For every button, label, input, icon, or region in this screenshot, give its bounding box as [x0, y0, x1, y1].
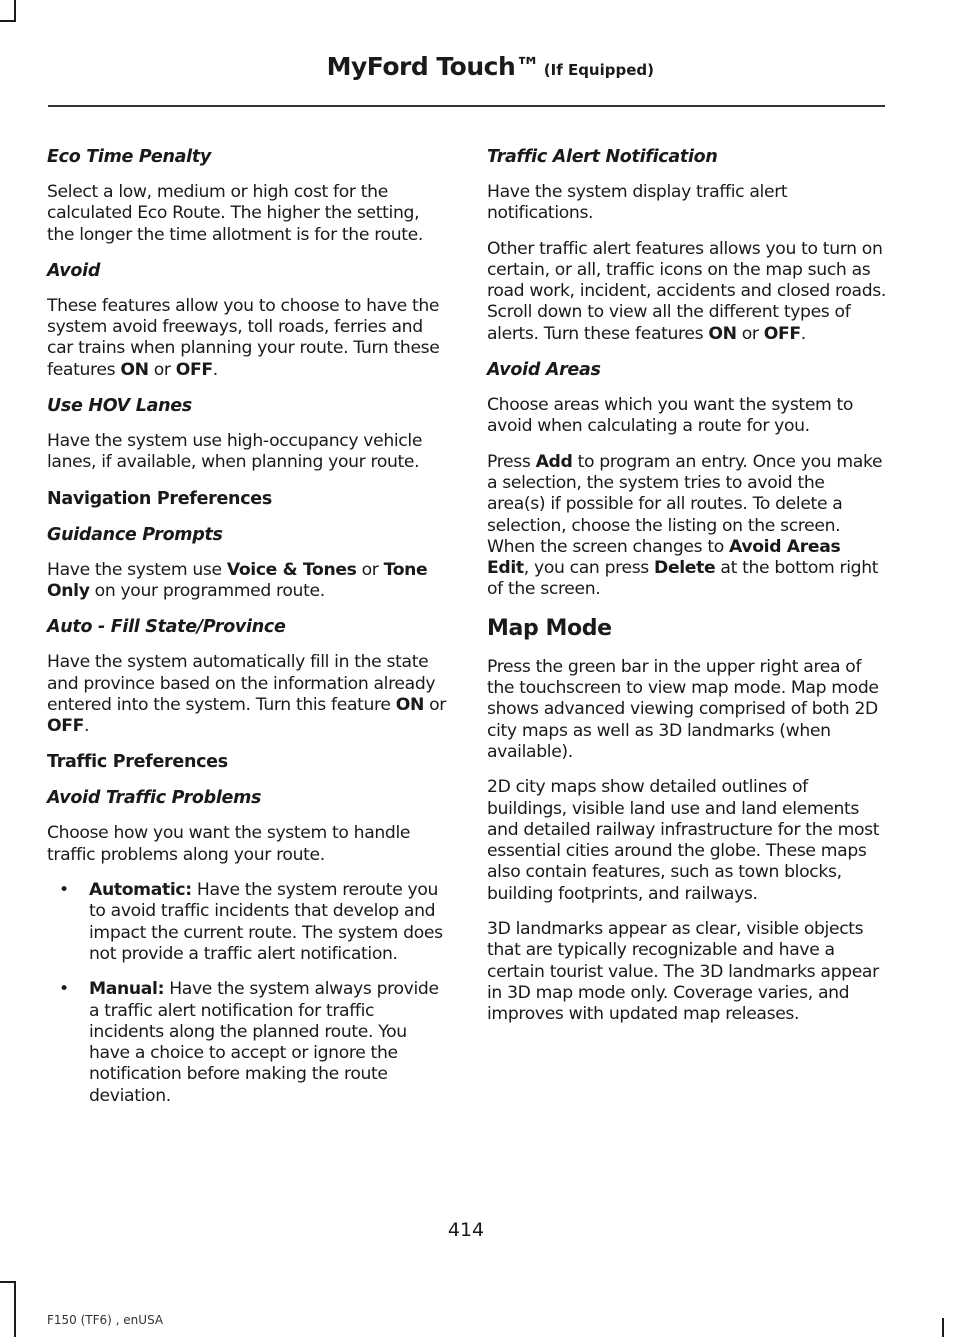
avoid-areas-edit-label: Avoid Areas Edit	[487, 536, 841, 579]
guidance-prompts-heading: Guidance Prompts	[47, 524, 223, 545]
crop-mark-bottom-left-v	[14, 1281, 16, 1337]
traffic-preferences-heading: Traffic Preferences	[47, 752, 228, 773]
tone-only-label: Tone Only	[47, 559, 428, 601]
voice-tones-label: Voice & Tones	[226, 559, 357, 580]
bullet-glyph: •	[59, 880, 69, 901]
traffic-alert-text: Have the system display traffic alert notifications.	[487, 182, 788, 224]
crop-mark-bottom-right-v	[942, 1318, 944, 1337]
avoid-areas-text: Choose areas which you want the system to avoid when calculating a route for you.	[487, 395, 854, 437]
other-alert-text: Other traffic alert features allows you to turn on certain, or all, traffic icons on the map such as road work, incident, accidents and closed roads. Scroll down to view all the different types of alerts. Turn these features ON or OFF.	[487, 238, 887, 344]
header-subtitle: (If Equipped)	[543, 61, 654, 79]
crop-mark-top-left-v	[14, 0, 16, 22]
city-maps-text: 2D city maps show detailed outlines of buildings, visible land use and land elements and detailed railway infrastructure for the most essential cities around the globe. These maps also contain features, such as town blocks, building footprints, and railways.	[487, 777, 880, 904]
avoid-traffic-problems-text: Choose how you want the system to handle traffic problems along your route.	[47, 823, 411, 865]
header-divider	[48, 105, 885, 107]
guidance-prompts-text: Have the system use Voice & Tones or Tone Only on your programmed route.	[47, 559, 428, 601]
avoid-traffic-problems-heading: Avoid Traffic Problems	[47, 788, 262, 809]
avoid-areas-heading: Avoid Areas	[487, 360, 601, 381]
page-number: 414	[447, 1219, 485, 1241]
auto-fill-off-label: OFF	[47, 716, 85, 737]
map-mode-heading: Map Mode	[487, 615, 612, 641]
footer-model-text: F150 (TF6) , enUSA	[47, 1313, 164, 1327]
avoid-text: These features allow you to choose to have the system avoid freeways, toll roads, ferries and car trains when planning your route. Turn these features ON or OFF.	[47, 295, 440, 380]
traffic-alert-heading: Traffic Alert Notification	[487, 147, 718, 167]
avoid-areas-press-text: Press Add to program an entry. Once you make a selection, the system tries to avoid the area(s) if possible for all routes. To delete a selection, choose the listing on the screen. When the screen changes to Avoid Areas Edit, you can press Delete at the bottom right of the screen.	[487, 451, 883, 600]
eco-time-penalty-heading: Eco Time Penalty	[47, 147, 212, 167]
page-header-title	[327, 52, 654, 81]
delete-label: Delete	[654, 558, 716, 579]
manual-label: Manual:	[89, 979, 165, 1000]
avoid-off-label: OFF	[175, 359, 213, 380]
left-column	[47, 146, 447, 1121]
crop-mark-top-left-h	[0, 20, 16, 22]
other-on-label: ON	[708, 323, 737, 344]
list-item: • Manual: Have the system always provide a traffic alert notification for traffic incidents along the planned route. You have a choice to accept or ignore the notification before making the route deviation.	[59, 979, 439, 1106]
auto-fill-text: Have the system automatically fill in the state and province based on the information already entered into the system. Turn this feature ON or OFF.	[47, 652, 447, 737]
landmarks-text: 3D landmarks appear as clear, visible objects that are typically recognizable and have a certain tourist value. The 3D landmarks appear in 3D map mode only. Coverage varies, and improves with updated map releases.	[487, 919, 879, 1025]
bullet-glyph: •	[59, 979, 69, 1000]
list-item: • Automatic: Have the system reroute you to avoid traffic incidents that develop and impact the current route. The system does not provide a traffic alert notification.	[59, 880, 443, 964]
auto-fill-heading: Auto - Fill State/Province	[47, 617, 286, 638]
automatic-label: Automatic:	[89, 880, 192, 901]
avoid-heading: Avoid	[47, 260, 101, 281]
other-off-label: OFF	[763, 323, 801, 344]
navigation-preferences-heading: Navigation Preferences	[47, 488, 272, 509]
header-title-text: MyFord Touch™	[326, 52, 540, 81]
traffic-options-list	[47, 880, 447, 1107]
add-label: Add	[535, 451, 573, 472]
auto-fill-on-label: ON	[395, 694, 425, 715]
eco-time-penalty-text: Select a low, medium or high cost for the calculated Eco Route. The higher the setting, the longer the time allotment is for the route.	[47, 182, 423, 245]
right-column	[487, 146, 887, 1040]
hov-lanes-heading: Use HOV Lanes	[47, 396, 192, 417]
avoid-on-label: ON	[120, 359, 149, 380]
map-mode-text: Press the green bar in the upper right area of the touchscreen to view map mode. Map mode shows advanced viewing comprised of both 2D city maps as well as 3D landmarks (when available).	[487, 656, 879, 762]
hov-lanes-text: Have the system use high-occupancy vehicle lanes, if available, when planning your route.	[47, 431, 423, 473]
